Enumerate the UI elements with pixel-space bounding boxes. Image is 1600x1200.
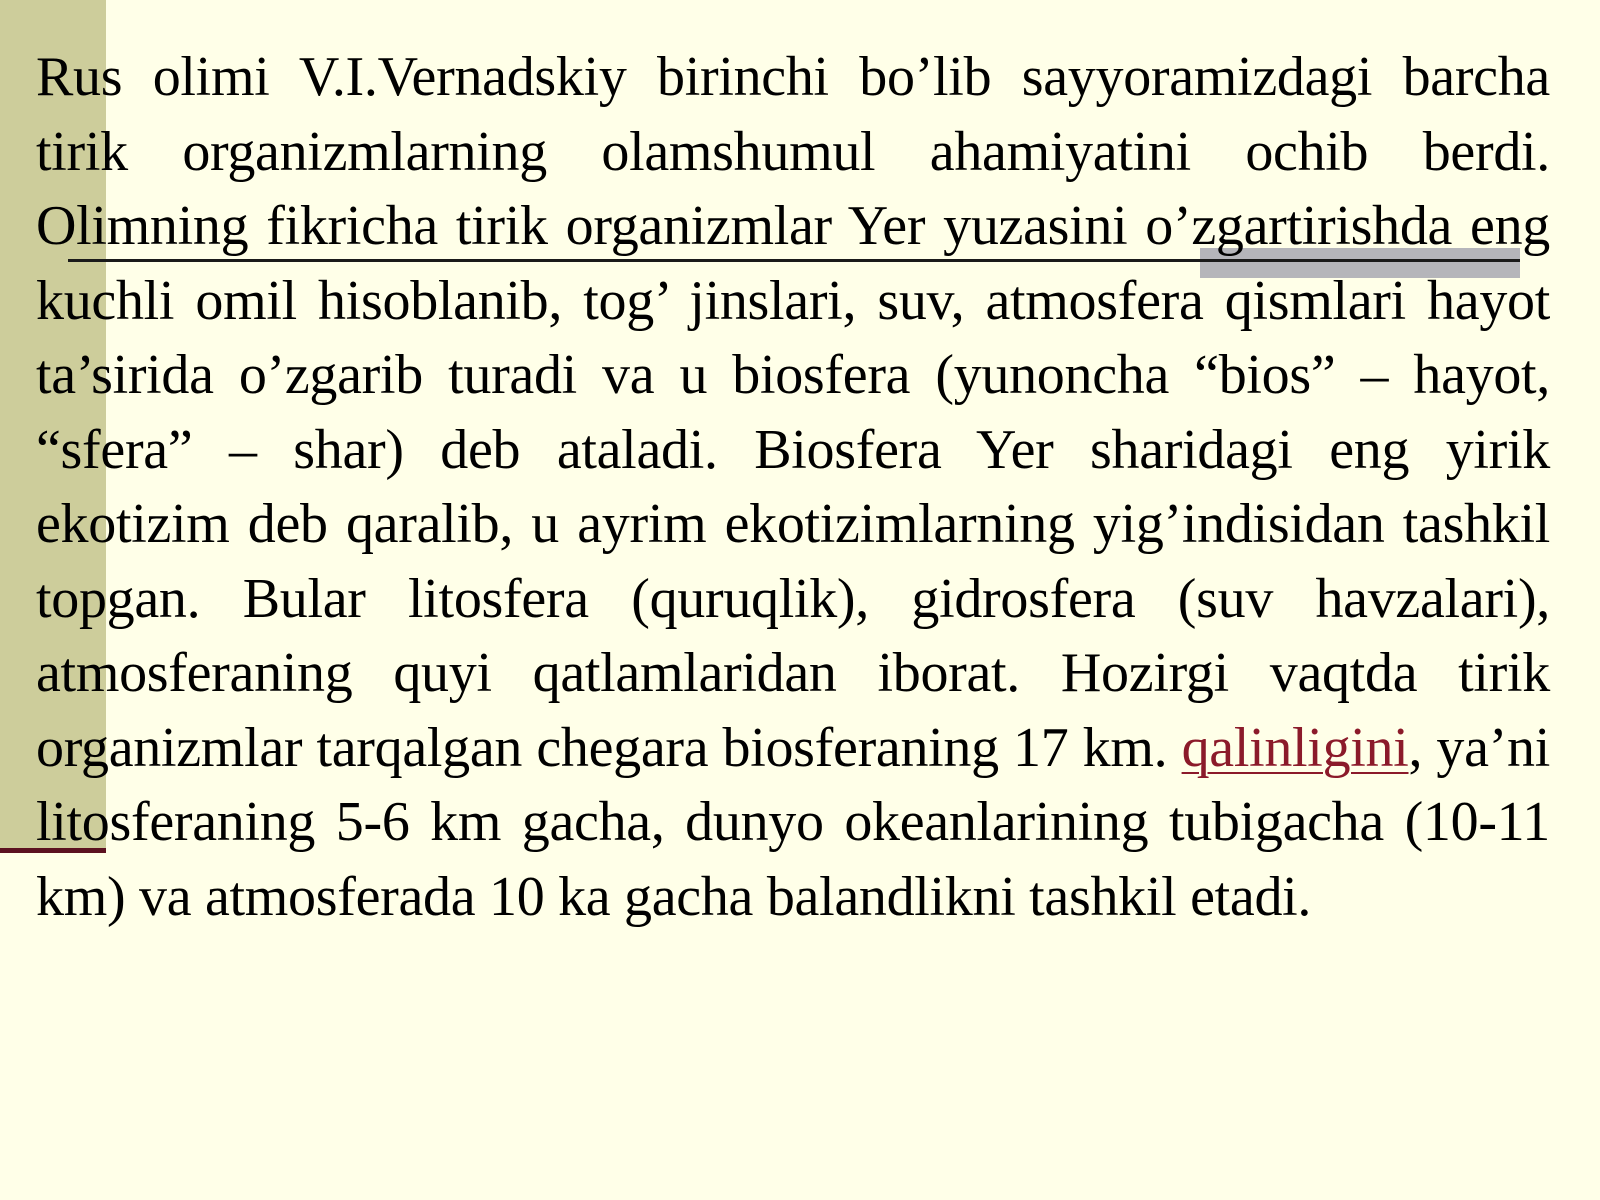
- body-text-after-link: , ya’ni litosferaning 5-6 km gacha, dunyo okeanlarining tubigacha (10-11 km) va atmosferada 10 ka gacha balandlikni tashkil etadi.: [36, 716, 1550, 928]
- thickness-link[interactable]: qalinligini: [1181, 716, 1409, 779]
- body-text-before-link: Rus olimi V.I.Vernadskiy birinchi bo’lib sayyoramizdagi barcha tirik organizmlarning olamshumul ahamiyatini ochib berdi. Olimning fikricha tirik organizmlar Yer yuzasini o’zgartirishda eng kuchli omil hisoblanib, tog’ jinslari, suv, atmosfera qismlari hayot ta’sirida o’zgarib turadi va u biosfera (yunoncha “bios” – hayot, “sfera” – shar) deb ataladi. Biosfera Yer sharidagi eng yirik ekotizim deb qaralib, u ayrim ekotizimlarning yig’indisidan tashkil topgan. Bular litosfera (quruqlik), gidrosfera (suv havzalari), atmosferaning quyi qatlamlaridan iborat. Hozirgi vaqtda tirik organizmlar tarqalgan chegara biosferaning 17 km.: [36, 46, 1550, 779]
- slide-body-text: [36, 40, 1550, 934]
